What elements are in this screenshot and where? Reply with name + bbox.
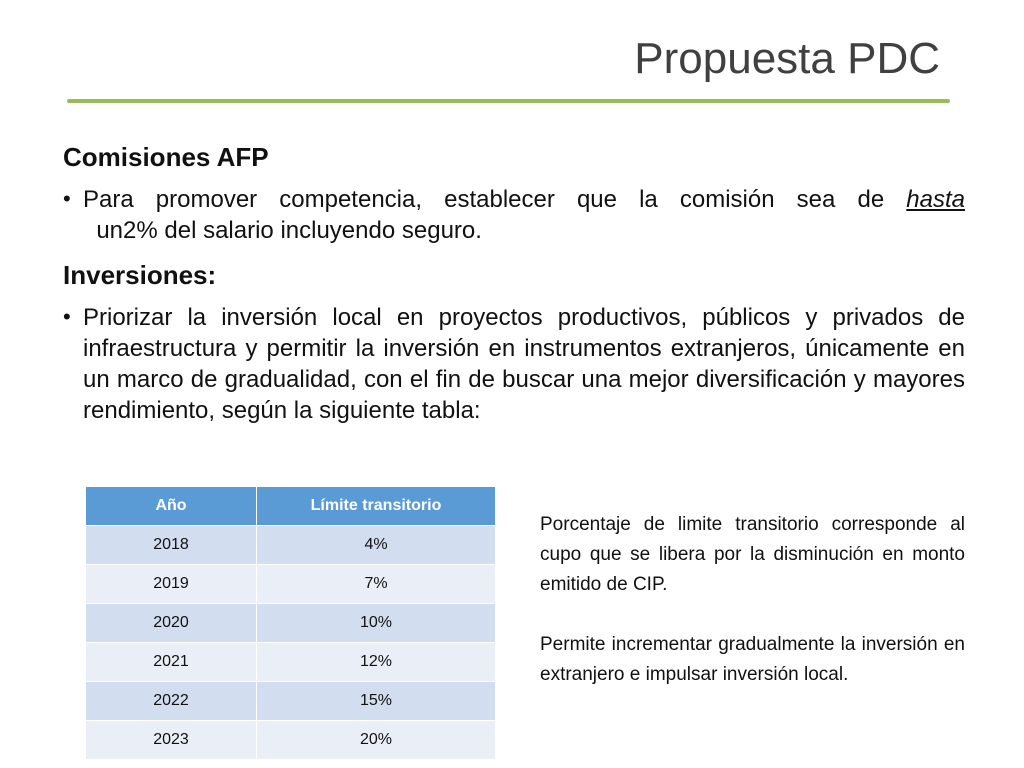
cell-limit: 12% (257, 643, 496, 682)
cell-year: 2022 (86, 682, 257, 721)
cell-limit: 10% (257, 604, 496, 643)
section-heading-inversiones: Inversiones: (63, 260, 217, 290)
table-row (86, 604, 496, 643)
table-row (86, 565, 496, 604)
cell-year: 2020 (86, 604, 257, 643)
cell-year: 2018 (86, 526, 257, 565)
bullet-inversiones-text: Priorizar la inversión local en proyectos productivos, públicos y privados de infraestructura y permitir la inversión en instrumentos extranjeros, únicamente en un marco de gradualidad, con el fin de buscar una mejor diversificación y mayores rendimiento, según la siguiente tabla: (83, 304, 965, 424)
cell-year: 2019 (86, 565, 257, 604)
cell-limit: 4% (257, 526, 496, 565)
table-row (86, 682, 496, 721)
column-header-limit: Límite transitorio (257, 487, 496, 526)
bullet-inversiones (63, 302, 965, 426)
title-divider (67, 99, 950, 103)
cell-limit: 7% (257, 565, 496, 604)
cell-limit: 20% (257, 721, 496, 760)
cell-year: 2023 (86, 721, 257, 760)
table-row (86, 526, 496, 565)
table-row (86, 643, 496, 682)
table-header-row (86, 487, 496, 526)
bullet-dot-icon: • (63, 304, 71, 329)
note-paragraph: Porcentaje de limite transitorio corresponde al cupo que se libera por la disminución en monto emitido de CIP. (540, 514, 965, 595)
slide-body (63, 140, 965, 426)
notes-panel (540, 510, 965, 690)
bullet-comisiones (63, 184, 965, 246)
emphasis-hasta: hasta (906, 186, 965, 213)
section-heading-comisiones: Comisiones AFP (63, 142, 269, 172)
cell-year: 2021 (86, 643, 257, 682)
slide-title: Propuesta PDC (634, 34, 940, 83)
limits-table (85, 486, 496, 760)
note-paragraph: Permite incrementar gradualmente la inversión en extranjero e impulsar inversión local. (540, 634, 965, 685)
column-header-year: Año (86, 487, 257, 526)
cell-limit: 15% (257, 682, 496, 721)
bullet-comisiones-text: Para promover competencia, establecer que la comisión sea de hasta un2% del salario incluyendo seguro. (83, 186, 965, 244)
table-row (86, 721, 496, 760)
bullet-dot-icon: • (63, 186, 71, 211)
